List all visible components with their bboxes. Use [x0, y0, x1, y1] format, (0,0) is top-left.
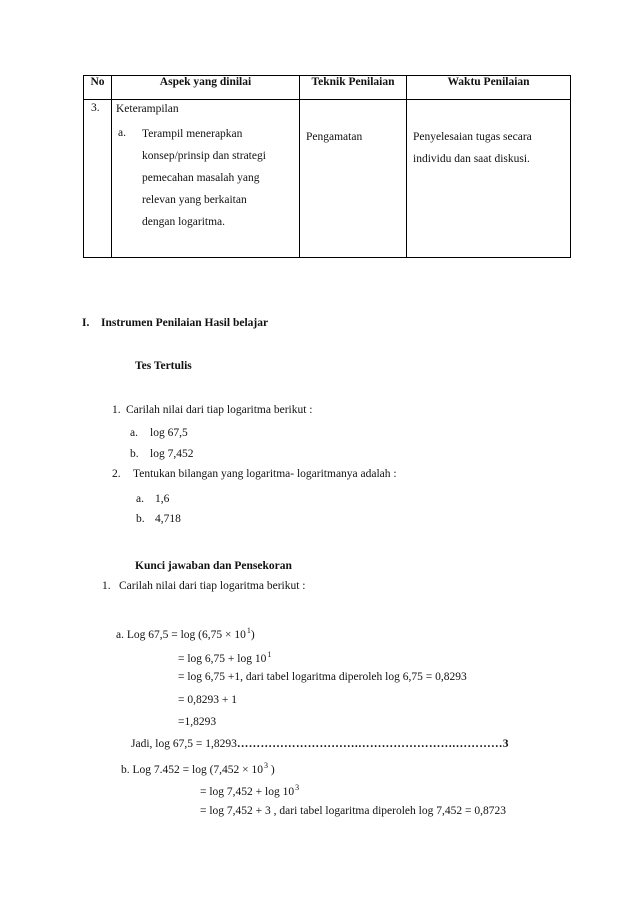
aspect-line: Terampil menerapkan: [142, 128, 243, 140]
table-row: [84, 100, 571, 258]
aspect-title: Keterampilan: [116, 103, 179, 115]
aspect-line: pemecahan masalah yang: [142, 172, 260, 184]
waktu-line: individu dan saat diskusi.: [413, 153, 530, 165]
question-1-option-marker: a.: [130, 427, 138, 439]
answer-a-line-2: [178, 650, 271, 665]
answer-a-line-4: = 0,8293 + 1: [178, 694, 237, 706]
waktu-line: Penyelesaian tugas secara: [413, 131, 532, 143]
table-header-row: [84, 76, 571, 100]
answer-b-line-2: [200, 783, 299, 798]
kunci-heading: Kunci jawaban dan Pensekoran: [135, 560, 292, 572]
answer-a-line-1-text: a. Log 67,5 = log (6,75 × 10: [116, 629, 246, 641]
score-dots: ………………………….…………………….…………3: [236, 738, 509, 750]
aspect-line: dengan logaritma.: [142, 216, 226, 228]
answer-a-line-3: = log 6,75 +1, dari tabel logaritma diperoleh log 6,75 = 0,8293: [178, 671, 467, 683]
header-no: No: [84, 76, 112, 100]
header-aspek: Aspek yang dinilai: [112, 76, 300, 100]
answer-a-line-1-close: ): [250, 629, 255, 641]
header-waktu: Waktu Penilaian: [407, 76, 571, 100]
row-waktu: [407, 100, 571, 258]
question-1-text: Carilah nilai dari tiap logaritma berikut :: [126, 404, 313, 416]
teknik-text: Pengamatan: [306, 131, 363, 143]
row-teknik: [300, 100, 407, 258]
exponent: 1: [267, 650, 272, 659]
section-number: I.: [82, 317, 90, 329]
answer-a-result: [131, 738, 509, 750]
answer-a-line-5: =1,8293: [178, 716, 217, 728]
question-2-number: 2.: [112, 468, 121, 480]
kunci-question-number: 1.: [102, 580, 111, 592]
aspect-line: relevan yang berkaitan: [142, 194, 247, 206]
waktu-text: [407, 100, 570, 170]
answer-b-line-1-text: b. Log 7.452 = log (7,452 × 10: [121, 764, 264, 776]
row-aspek: [112, 100, 300, 258]
question-1-option-text: log 7,452: [150, 448, 194, 460]
question-2-option-marker: a.: [136, 493, 144, 505]
question-1-option-text: log 67,5: [150, 427, 188, 439]
question-2-text: Tentukan bilangan yang logaritma- logaritmanya adalah :: [133, 468, 397, 480]
aspect-line: konsep/prinsip dan strategi: [142, 150, 266, 162]
question-2-option-marker: b.: [136, 513, 145, 525]
answer-b-line-1-close: ): [268, 764, 275, 776]
answer-a-result-text: Jadi, log 67,5 = 1,8293: [131, 738, 237, 750]
aspect-item-marker: a.: [118, 127, 126, 139]
answer-b-line-3: = log 7,452 + 3 , dari tabel logaritma diperoleh log 7,452 = 0,8723: [200, 805, 506, 817]
question-1-option-marker: b.: [130, 448, 139, 460]
kunci-question-text: Carilah nilai dari tiap logaritma berikut :: [119, 580, 306, 592]
exponent: 3: [295, 783, 300, 792]
section-title: Instrumen Penilaian Hasil belajar: [101, 317, 269, 329]
answer-a-line-1: [116, 626, 255, 641]
exponent: 1: [246, 626, 251, 635]
answer-b-line-2-text: = log 7,452 + log 10: [200, 786, 295, 798]
question-1-number: 1.: [112, 404, 121, 416]
aspect-item-text: [142, 123, 266, 233]
assessment-table: [83, 75, 571, 258]
tes-tertulis-heading: Tes Tertulis: [135, 360, 192, 372]
aspect-item: [112, 127, 299, 233]
answer-a-line-2-text: = log 6,75 + log 10: [178, 653, 267, 665]
answer-b-line-1: [121, 761, 275, 776]
row-no: 3.: [84, 100, 112, 258]
question-2-option-text: 1,6: [155, 493, 170, 505]
exponent: 3: [264, 761, 269, 770]
question-2-option-text: 4,718: [155, 513, 181, 525]
header-teknik: Teknik Penilaian: [300, 76, 407, 100]
